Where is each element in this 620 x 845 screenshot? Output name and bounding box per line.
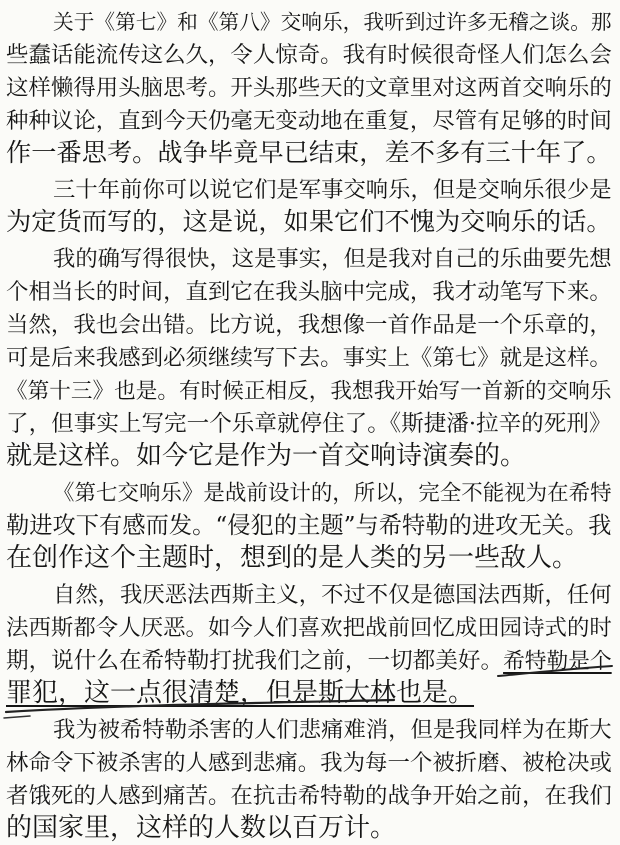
text-line: 为定货而写的，这是说，如果它们不愧为交响乐的话。	[6, 207, 612, 236]
text-line: 作一番思考。战争毕竟早已结束，差不多有三十年了。	[6, 138, 612, 167]
underlined-text: 罪犯，这一点很清楚，但是斯大林也是。	[6, 678, 475, 708]
text-line: 我的确写得很快，这是事实，但是我对自己的乐曲要先想	[53, 246, 612, 272]
text-line: 了，但事实上写完一个乐章就停住了。《斯捷潘·拉辛的死刑》	[6, 411, 612, 437]
text-line: 可是后来我感到必须继续写下去。事实上《第七》就是这样。	[6, 345, 612, 371]
text-line: 林命令下被杀害的人感到悲痛。我为每一个被折磨、被枪决或	[6, 750, 612, 776]
text-line: 者饿死的人感到痛苦。在抗击希特勒的战争开始之前，在我们	[6, 783, 612, 809]
text-line: 勒进攻下有感而发。“侵犯的主题”与希特勒的进攻无关。我	[6, 512, 612, 539]
text-line: 关于《第七》和《第八》交响乐，我听到过许多无稽之谈。那	[53, 10, 612, 34]
text-line: 法西斯都令人厌恶。如今人们喜欢把战前回忆成田园诗式的时	[6, 615, 612, 641]
text-line: 些蠢话能流传这么久，令人惊奇。我有时候很奇怪人们怎么会	[6, 42, 612, 68]
text-line: 期，说什么在希特勒打扰我们之前，一切都美好。希特勒是个	[0, 643, 620, 677]
text-line: 种种议论，直到今天仍毫无变动地在重复，尽管有足够的时间	[6, 108, 612, 134]
underlined-text: 希特勒是个	[503, 649, 612, 674]
text-line: 就是这样。如今它是作为一首交响诗演奏的。	[6, 441, 527, 471]
text-line: 三十年前你可以说它们是军事交响乐，但是交响乐很少是	[53, 177, 612, 203]
text-line: 个相当长的时间，直到它在我头脑中完成，我才动笔写下来。	[6, 279, 612, 305]
text-line: 我为被希特勒杀害的人们悲痛难消，但是我同样为在斯大	[53, 717, 612, 743]
text-line: 自然，我厌恶法西斯主义，不过不仅是德国法西斯，任何	[53, 582, 612, 608]
text-line: 在创作这个主题时，想到的是人类的另一些敌人。	[6, 543, 579, 573]
text-line: 的国家里，这样的人数以百万计。	[6, 813, 397, 843]
text-line: 这样懒得用头脑思考。开头那些天的文章里对这两首交响乐的	[6, 75, 612, 101]
text-line	[0, 676, 620, 710]
text-line: 《第十三》也是。有时候正相反，我想我开始写一首新的交响乐	[6, 379, 612, 404]
text-line: 《第七交响乐》是战前设计的，所以，完全不能视为在希特	[53, 481, 612, 506]
text-line: 当然，我也会出错。比方说，我想像一首作品是一个乐章的，	[6, 312, 612, 338]
